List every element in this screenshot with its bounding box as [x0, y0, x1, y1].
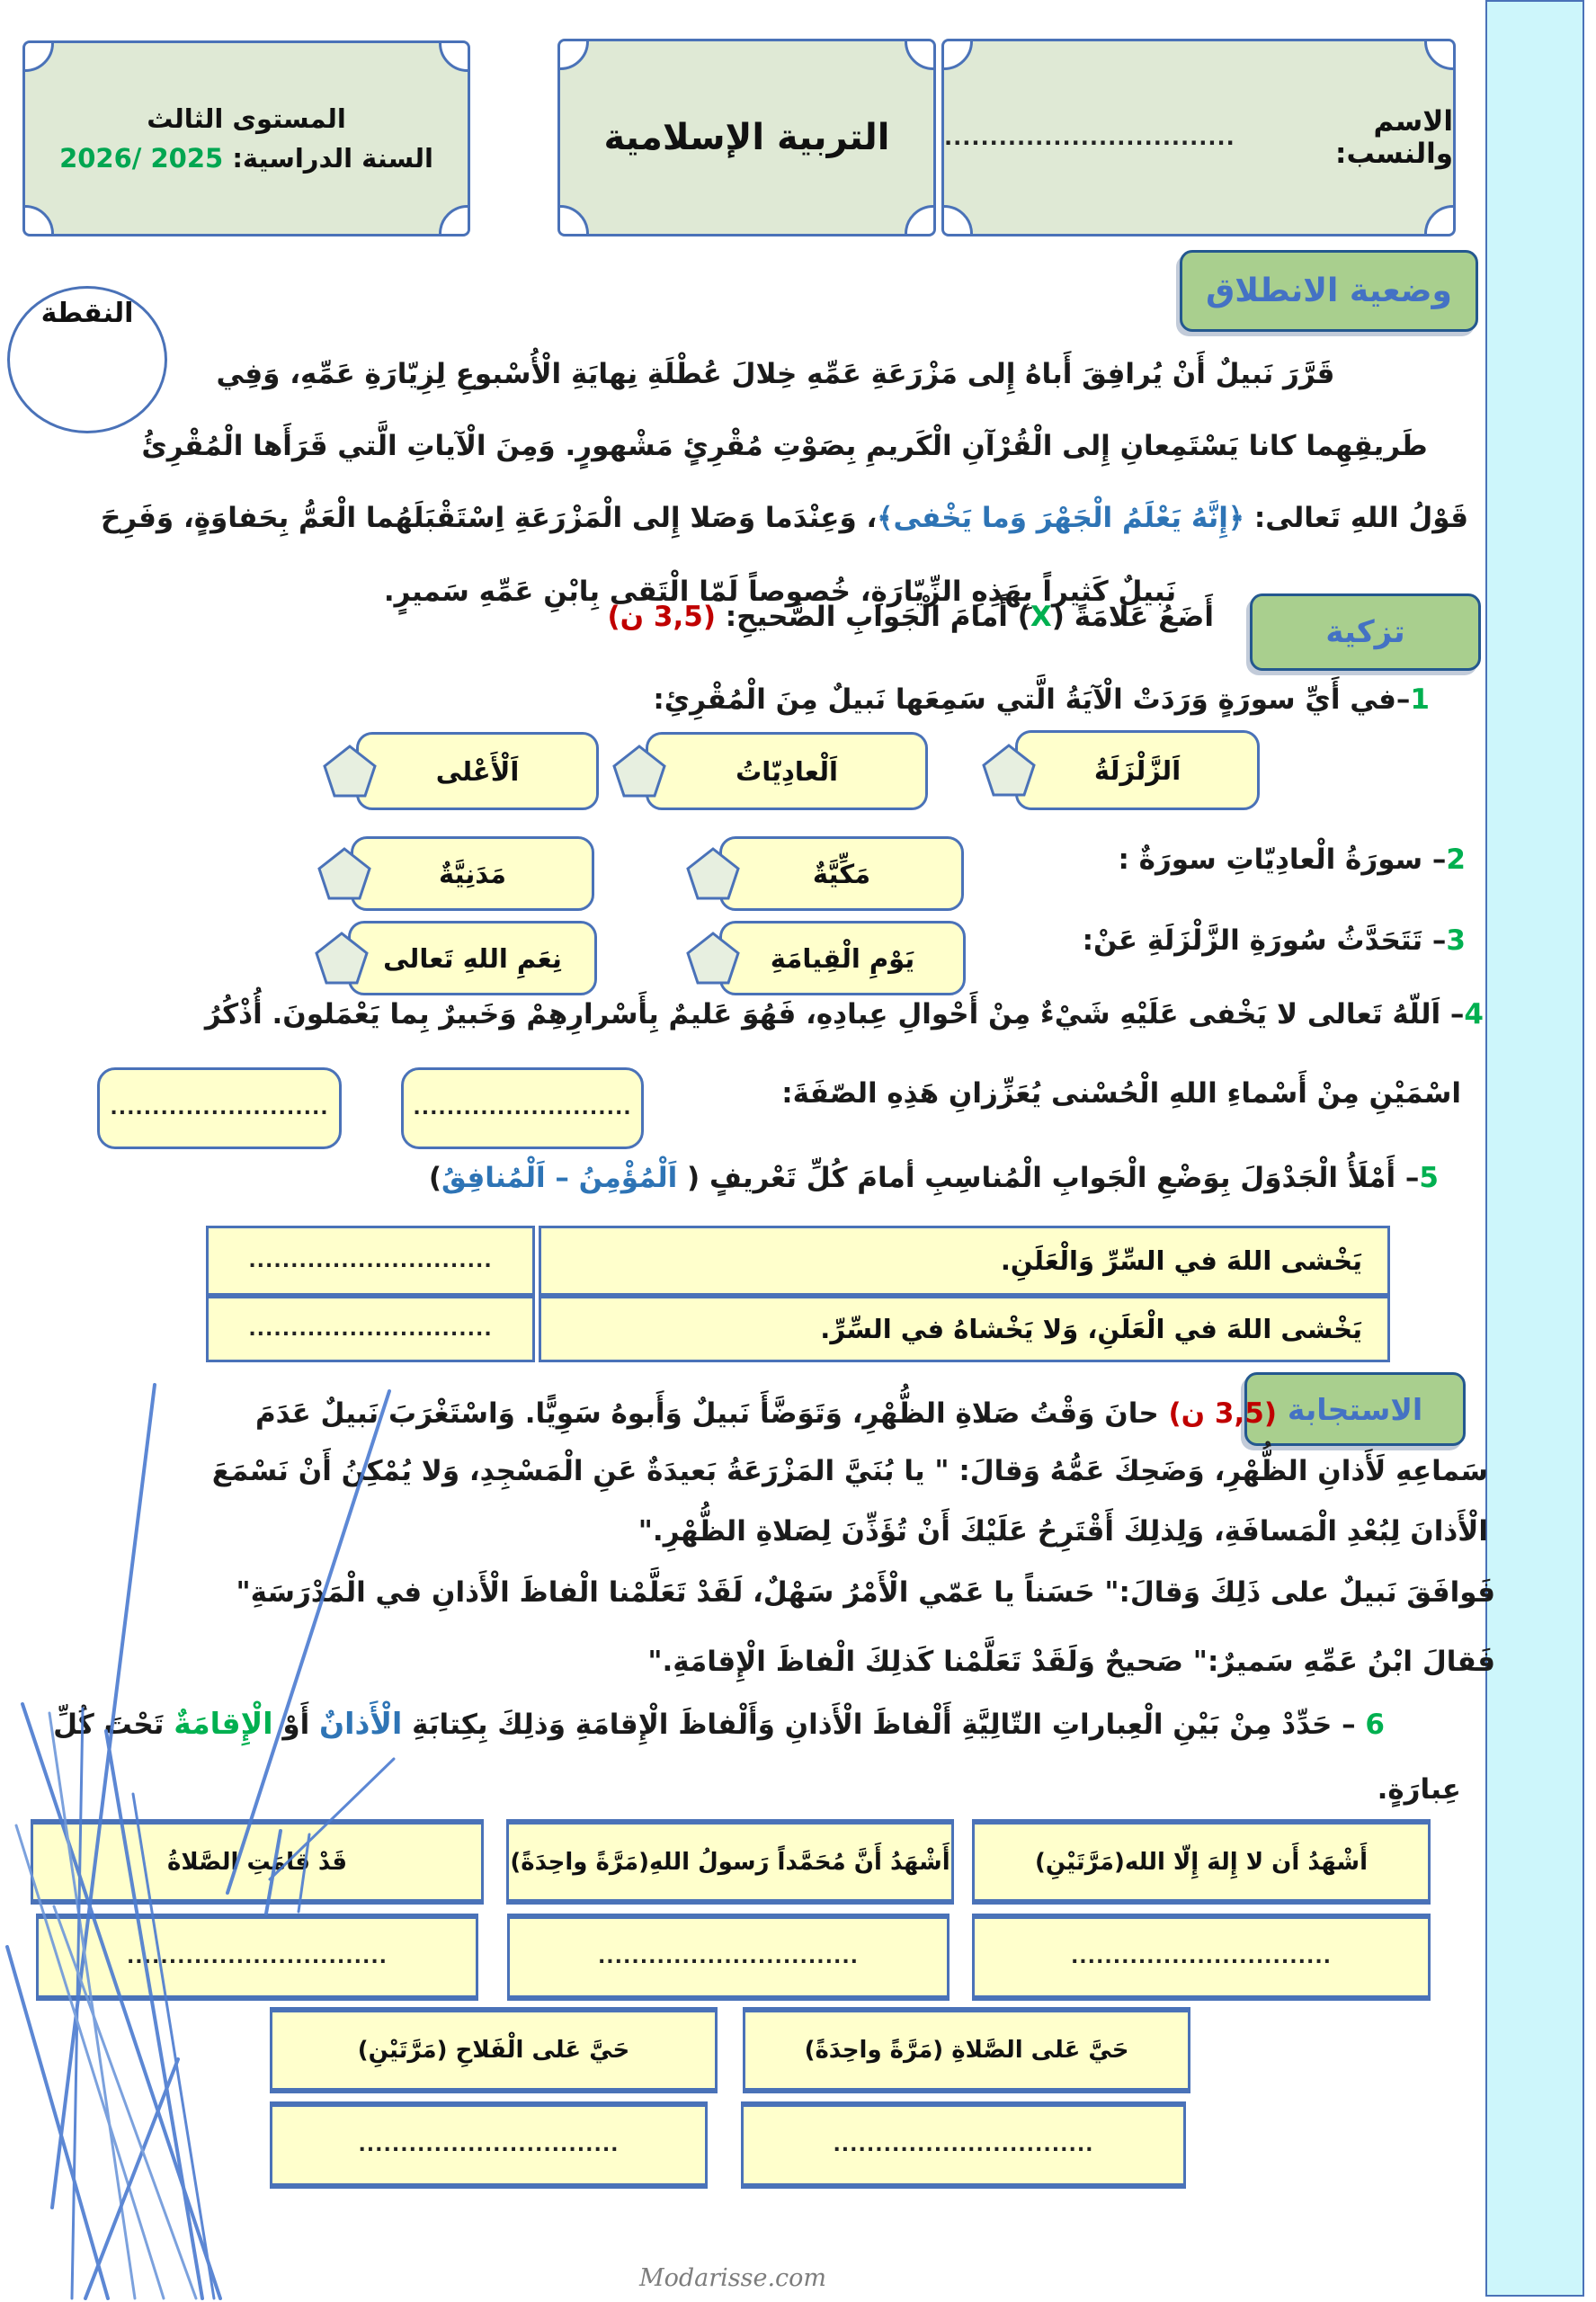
header-info-box — [22, 40, 470, 236]
score-circle-label: النقطة — [40, 298, 134, 329]
q4-answer-box-2[interactable] — [97, 1067, 342, 1149]
option-yawm-qiyama[interactable] — [719, 921, 966, 995]
question-6-mid: أَوْ — [272, 1709, 320, 1741]
q4-answer-dots-2: .......................... — [110, 1097, 329, 1120]
intro-line-3-post: ، وَعِنْدَما وَصَلا إِلى الْمَزْرَعَةِ اِسْتَقْبَلَهُما الْعَمُّ بِحَفاوَةٍ، وَفَرِحَ — [100, 502, 878, 534]
response-points-badge: (3,5 ن) — [1168, 1397, 1277, 1430]
response-line-4: فَوافَقَ نَبيلٌ على ذَلِكَ وَقالَ:" حَسَناً يا عَمّي الْأَمْرُ سَهْلٌ، لَقَدْ تَعَلَّمْنا الْفاظَ الْأَذانِ في الْمَدْرَسَةِ" — [236, 1576, 1495, 1609]
decorative-side-bar — [1485, 0, 1584, 2297]
q4-answer-dots-1: .......................... — [413, 1097, 632, 1120]
option-madaniya-label: مَدَنِيَّةٌ — [438, 858, 507, 889]
phrase-hayya-falah: حَيَّ عَلى الْفَلاحِ (مَرَّتَيْنِ) — [270, 2007, 718, 2093]
option-zalzala-label: اَلزَّلْزَلَةُ — [1093, 754, 1181, 786]
table-answer-dots-2: ............................. — [248, 1317, 493, 1341]
question-2-text: – سورَةُ الْعادِيّاتِ سورَةٌ : — [1118, 843, 1447, 876]
phrase-answer-box-4[interactable] — [741, 2101, 1186, 2189]
option-yawm-qiyama-label: يَوْمِ الْقِيامَةِ — [770, 942, 915, 974]
option-makkiya-label: مَكِّيَّةٌ — [812, 858, 871, 889]
header-subject-box — [557, 39, 936, 236]
response-line-1 — [255, 1397, 1277, 1430]
phrase-answer-dots-5: ............................... — [358, 2134, 620, 2156]
option-zalzala[interactable] — [1015, 730, 1260, 810]
question-4-line-1 — [205, 998, 1484, 1031]
phrase-answer-box-5[interactable] — [270, 2101, 708, 2189]
intro-line-3 — [36, 502, 1533, 534]
question-2-number: 2 — [1446, 843, 1466, 876]
option-niam-allah-label: نِعَمِ اللهِ تَعالى — [383, 942, 562, 974]
section-label-tazkiya-text: تزكية — [1325, 614, 1405, 650]
quran-verse: ﴿إِنَّهُ يَعْلَمُ الْجَهْرَ وَما يَخْفى﴾ — [877, 502, 1245, 534]
pentagon-checkbox-icon[interactable] — [684, 846, 742, 902]
question-5-choices: اَلْمُؤْمِنُ – اَلْمُنافِقُ — [441, 1162, 678, 1194]
pentagon-checkbox-icon[interactable] — [321, 744, 379, 799]
phrase-hayya-salat: حَيَّ عَلى الصَّلاةِ (مَرَّةً واحِدَةً) — [743, 2007, 1190, 2093]
question-2 — [1118, 843, 1466, 876]
question-5-pre: – أَمْلَأُ الْجَدْوَلَ بِوَضْعِ الْجَوابِ الْمُناسِبِ أمامَ كُلِّ تَعْريفٍ ( — [677, 1162, 1420, 1194]
intro-line-1: قَرَّرَ نَبيلٌ أَنْ يُرافِقَ أَباهُ إِلى مَزْرَعَةِ عَمِّهِ خِلالَ عُطْلَةِ نِهايَةِ الْأُسْبوعِ لِزِيّارَةِ عَمِّهِ، وَفِي — [216, 358, 1335, 390]
x-mark: X — [1030, 601, 1052, 633]
question-6-line-1 — [53, 1706, 1385, 1741]
option-niam-allah[interactable] — [348, 921, 597, 995]
phrase-answer-dots-4: ............................... — [833, 2134, 1094, 2156]
level-label: المستوى الثالث — [147, 103, 346, 134]
question-1 — [653, 683, 1430, 716]
question-1-number: 1 — [1410, 683, 1430, 716]
tazkiya-instruction — [607, 601, 1214, 633]
question-5-post: ) — [428, 1162, 441, 1194]
section-label-intro-text: وضعية الانطلاق — [1206, 272, 1452, 309]
question-6-number: 6 — [1365, 1709, 1385, 1741]
response-line-3: الْأَذانَ لِبُعْدِ الْمَسافَةِ، وَلِذلِكَ أَقْتَرِحُ عَلَيْكَ أَنْ تُؤَذِّنَ لِصَلاةِ الظُّهْرِ." — [638, 1515, 1488, 1548]
response-line-5: فَقالَ ابْنُ عَمِّهِ سَميرٌ:" صَحيحٌ وَلَقَدْ تَعَلَّمْنا كَذلِكَ الْفاظَ الْإِقامَةِ." — [647, 1646, 1495, 1678]
option-adiyat[interactable] — [646, 732, 928, 810]
q4-answer-box-1[interactable] — [401, 1067, 644, 1149]
intro-line-3-pre: قَوْلُ اللهِ تَعالى: — [1244, 502, 1469, 534]
question-3-number: 3 — [1446, 924, 1466, 957]
intro-line-4: نَبيلٌ كَثيراً بِهَذِهِ الزِّيّارَةِ، خُصوصاً لَمّا الْتَقى بِابْنِ عَمِّهِ سَميرٍ. — [383, 576, 1177, 608]
instruction-post: ) أَمامَ الْجَوابِ الصَّحيحِ: — [715, 601, 1030, 633]
option-madaniya[interactable] — [351, 836, 594, 911]
phrase-shahada-2: أَشْهَدُ أَنَّ مُحَمَّداً رَسولُ اللهِ(مَرَّةً واحِدَةً) — [506, 1819, 954, 1905]
question-4-text-1: – اَللّهُ تَعالى لا يَخْفى عَلَيْهِ شَيْءٌ مِنْ أَحْوالِ عِبادِهِ، فَهُوَ عَليمٌ بِأَسْرارِهِمْ وَخَبيرٌ بِما يَعْمَلونَ. أُذْكُرُ — [204, 998, 1465, 1031]
school-year-line — [59, 143, 433, 174]
header-name-box — [941, 39, 1456, 236]
school-year-value: 2026/ 2025 — [59, 143, 224, 174]
option-ala[interactable] — [356, 732, 599, 810]
adhan-keyword: الْأَذانٌ — [319, 1706, 403, 1741]
phrase-qad-qamat: قَدْ قامَتِ الصَّلاةُ — [31, 1819, 484, 1905]
table-definition-cell-1: يَخْشى اللهَ في السِّرِّ وَالْعَلَنِ. — [539, 1226, 1390, 1296]
pentagon-checkbox-icon[interactable] — [684, 931, 742, 986]
section-label-response — [1244, 1372, 1466, 1446]
question-3-text: – تَتَحَدَّثُ سُورَةِ الزَّلْزَلَةِ عَنْ: — [1082, 924, 1447, 957]
phrase-answer-box-1[interactable] — [972, 1914, 1431, 2001]
table-answer-dots-1: ............................. — [248, 1249, 493, 1272]
table-answer-cell-1[interactable] — [206, 1226, 535, 1296]
question-6-post: تَحْتَ كُلِّ — [53, 1709, 174, 1741]
phrase-shahada-1: أَشْهَدُ أَن لا إِلهَ إِلّا الله(مَرَّتَيْنِ) — [972, 1819, 1431, 1905]
pentagon-checkbox-icon[interactable] — [611, 744, 668, 799]
question-5-number: 5 — [1419, 1162, 1439, 1194]
option-makkiya[interactable] — [719, 836, 964, 911]
question-3 — [1083, 924, 1466, 957]
pentagon-checkbox-icon[interactable] — [313, 931, 370, 986]
subject-title: التربية الإسلامية — [603, 117, 890, 158]
question-6-line-2: عِبارَةٍ. — [1377, 1773, 1461, 1806]
question-5 — [429, 1162, 1439, 1194]
section-label-response-text: الاستجابة — [1287, 1391, 1423, 1427]
section-label-tazkiya — [1250, 593, 1481, 671]
question-4-line-2: اسْمَيْنِ مِنْ أَسْماءِ اللهِ الْحُسْنى يُعَزِّزانِ هَذِهِ الصّفَةَ: — [781, 1077, 1461, 1110]
section-label-intro — [1180, 250, 1478, 332]
response-line-1-text: حانَ وَقْتُ صَلاةِ الظُّهْرِ، وَتَوَضَّأَ نَبيلٌ وَأَبوهُ سَوِيًّا. وَاسْتَغْرَبَ نَبيلٌ عَدَمَ — [254, 1397, 1169, 1430]
watermark: Modarisse.com — [638, 2264, 827, 2292]
question-6-pre: – حَدِّدْ مِنْ بَيْنِ الْعِباراتِ التّالِيَّةِ أَلْفاظَ الْأَذانِ وَأَلْفاظَ الْإِقامَةِ وَذلِكَ بِكِتابَةِ — [402, 1709, 1366, 1741]
iqama-keyword: الْإِقامَةٌ — [174, 1706, 273, 1741]
phrase-answer-box-3[interactable] — [36, 1914, 478, 2001]
phrase-answer-dots-3: ............................... — [126, 1946, 388, 1968]
instruction-pre: أَضَعُ عَلامَةً ( — [1051, 601, 1214, 633]
tazkiya-points-badge: (3,5 ن) — [607, 601, 716, 633]
name-label: الاسم والنسب: — [1335, 105, 1453, 170]
intro-line-2: طَريقِهِما كانا يَسْتَمِعانِ إِلى الْقُرْآنِ الْكَريمِ بِصَوْتِ مُقْرِئٍ مَشْهورٍ. وَمِنَ الْآياتِ الَّتي قَرَأَها الْمُقْرِئُ — [141, 430, 1428, 462]
response-line-2: سَماعِهِ لَأَذانِ الظُّهْرِ، وَضَحِكَ عَمُّهُ وَقالَ: " يا بُنَيَّ المَزْرَعَةُ بَعيدَةٌ عَنِ الْمَسْجِدِ، وَلا يُمْكِنُ أَنْ نَسْمَعَ — [211, 1455, 1488, 1487]
table-definition-cell-2: يَخْشى اللهَ في الْعَلَنِ، وَلا يَخْشاهُ في السِّرِّ. — [539, 1296, 1390, 1362]
table-answer-cell-2[interactable] — [206, 1296, 535, 1362]
phrase-answer-dots-2: ............................... — [597, 1946, 860, 1968]
pentagon-checkbox-icon[interactable] — [316, 846, 373, 902]
option-adiyat-label: اَلْعادِيّاتُ — [736, 755, 838, 787]
name-input-field[interactable]: ................................ — [944, 125, 1235, 150]
pentagon-checkbox-icon[interactable] — [980, 743, 1038, 799]
phrase-answer-box-2[interactable] — [507, 1914, 950, 2001]
option-ala-label: اَلْأَعْلى — [435, 755, 520, 787]
question-1-text: –في أَيِّ سورَةٍ وَرَدَتْ الْآيَةُ الَّتي سَمِعَها نَبيلٌ مِنَ الْمُقْرِئِ: — [653, 683, 1411, 716]
phrase-answer-dots-1: ............................... — [1070, 1946, 1333, 1968]
school-year-label: السنة الدراسية: — [232, 143, 433, 174]
question-4-number: 4 — [1464, 998, 1484, 1031]
